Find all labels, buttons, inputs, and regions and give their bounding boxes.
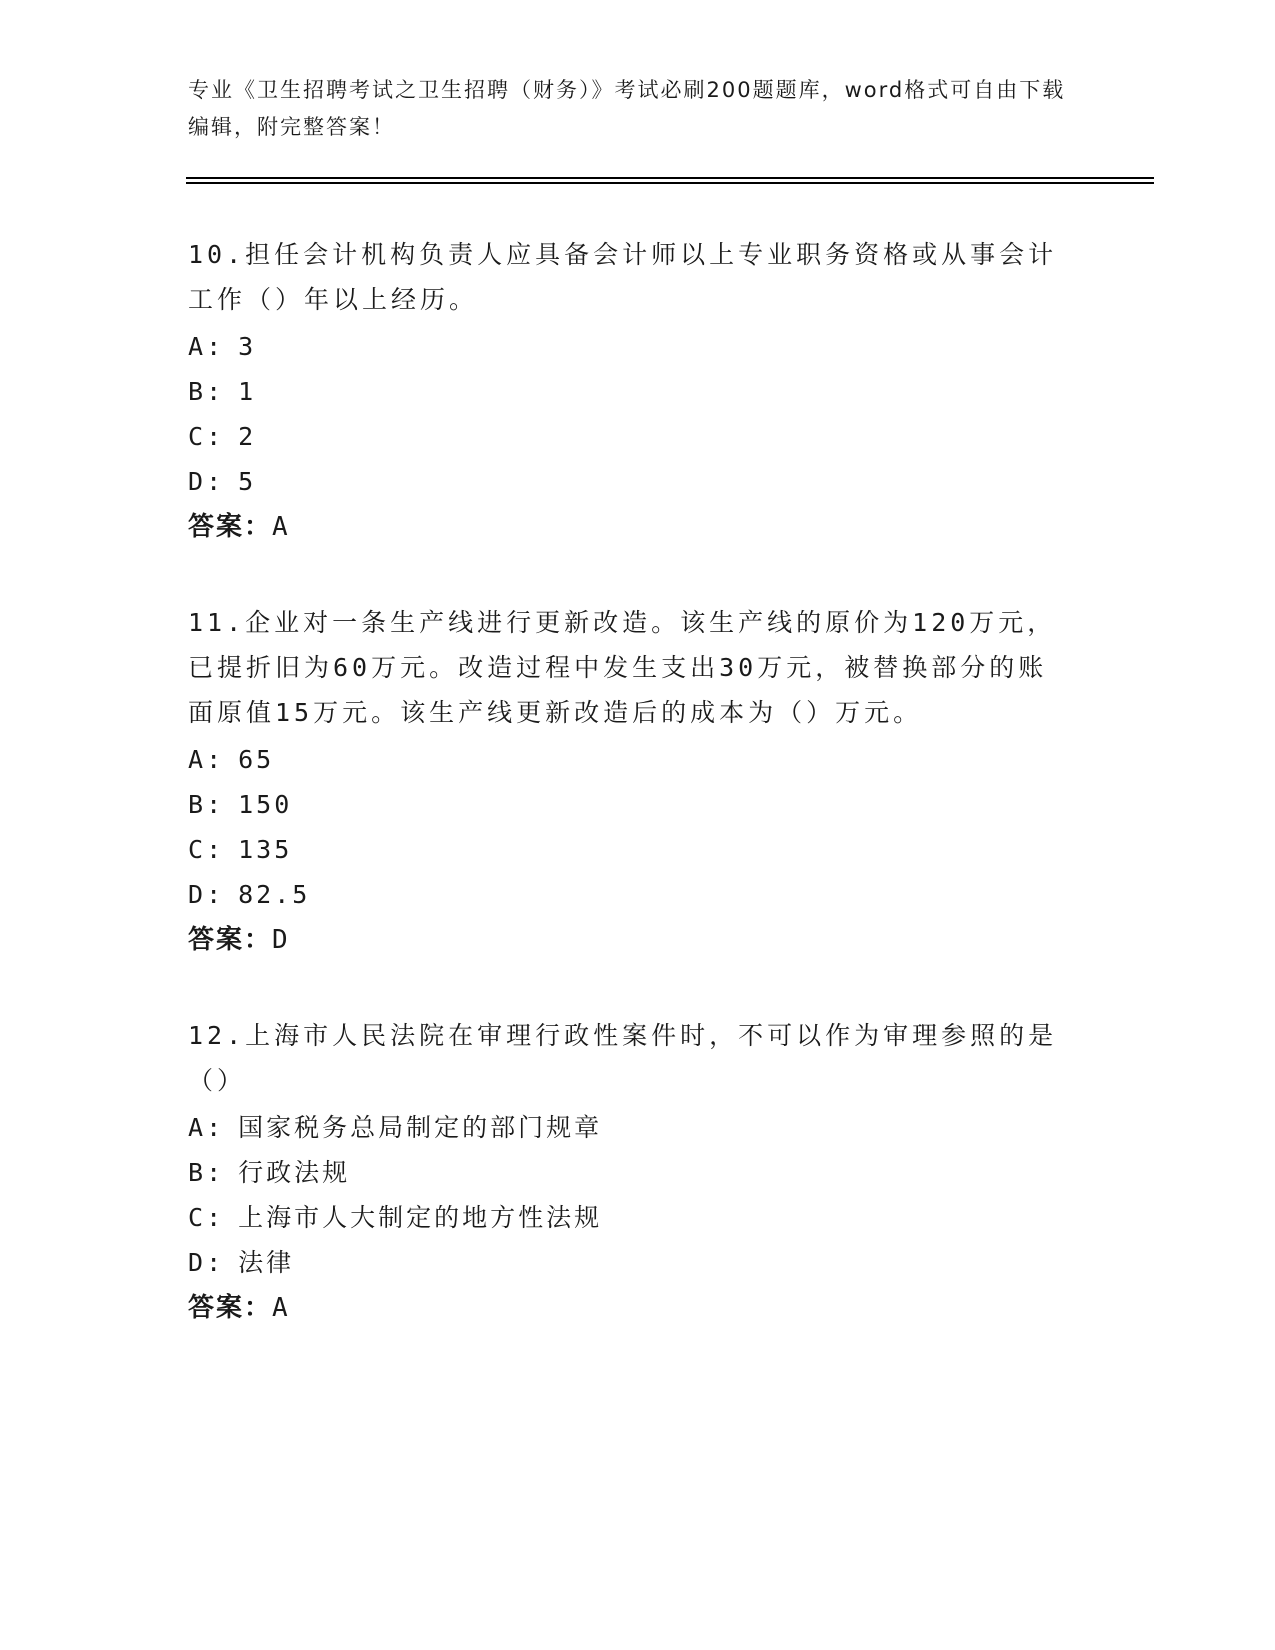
option-separator: : <box>206 1248 225 1277</box>
option-a <box>188 1105 1068 1150</box>
option-a <box>188 324 1068 369</box>
option-text: 135 <box>238 835 293 864</box>
option-text: 法律 <box>238 1248 295 1277</box>
option-text: 上海市人大制定的地方性法规 <box>238 1203 603 1232</box>
answer-value: D <box>272 925 290 955</box>
option-separator: : <box>206 377 225 406</box>
option-text: 国家税务总局制定的部门规章 <box>238 1113 603 1142</box>
answer-label: 答案： <box>188 1293 273 1323</box>
question-12 <box>188 1013 1068 1331</box>
option-letter: A <box>188 745 207 774</box>
option-separator: : <box>206 835 225 864</box>
option-letter: C <box>188 1203 207 1232</box>
option-letter: A <box>188 1113 207 1142</box>
option-text: 行政法规 <box>238 1158 351 1187</box>
header-rule-top <box>186 177 1154 179</box>
option-separator: : <box>206 422 225 451</box>
option-text: 82.5 <box>238 880 311 909</box>
question-stem: 10.担任会计机构负责人应具备会计师以上专业职务资格或从事会计工作（）年以上经历。 <box>188 240 1058 314</box>
option-letter: D <box>188 467 207 496</box>
document-header: 专业《卫生招聘考试之卫生招聘（财务）》考试必刷200题题库，word格式可自由下载编辑，附完整答案！ <box>188 78 1066 139</box>
option-text: 150 <box>238 790 293 819</box>
option-c <box>188 1195 1068 1240</box>
option-letter: B <box>188 377 207 406</box>
option-d <box>188 872 1068 917</box>
option-separator: : <box>206 1113 225 1142</box>
option-letter: A <box>188 332 207 361</box>
question-10 <box>188 232 1068 550</box>
answer-label: 答案： <box>188 925 273 955</box>
option-letter: C <box>188 835 207 864</box>
option-text: 3 <box>238 332 257 361</box>
option-separator: : <box>206 880 225 909</box>
option-letter: D <box>188 880 207 909</box>
option-separator: : <box>206 467 225 496</box>
option-text: 2 <box>238 422 257 451</box>
option-text: 5 <box>238 467 257 496</box>
option-d <box>188 459 1068 504</box>
question-list <box>188 232 1068 1381</box>
option-separator: : <box>206 745 225 774</box>
answer-value: A <box>272 1293 290 1323</box>
option-text: 65 <box>238 745 275 774</box>
option-c <box>188 414 1068 459</box>
option-separator: : <box>206 332 225 361</box>
option-b <box>188 782 1068 827</box>
question-stem: 12.上海市人民法院在审理行政性案件时，不可以作为审理参照的是（） <box>188 1021 1058 1095</box>
option-a <box>188 737 1068 782</box>
question-11 <box>188 600 1068 963</box>
option-b <box>188 1150 1068 1195</box>
question-stem: 11.企业对一条生产线进行更新改造。该生产线的原价为120万元，已提折旧为60万元。改造过程中发生支出30万元，被替换部分的账面原值15万元。该生产线更新改造后的成本为（）万元。 <box>188 608 1057 727</box>
answer-line <box>188 1285 1068 1331</box>
answer-value: A <box>272 512 290 542</box>
option-text: 1 <box>238 377 257 406</box>
option-separator: : <box>206 1158 225 1187</box>
option-letter: B <box>188 1158 207 1187</box>
option-b <box>188 369 1068 414</box>
option-letter: D <box>188 1248 207 1277</box>
option-separator: : <box>206 790 225 819</box>
option-c <box>188 827 1068 872</box>
option-letter: B <box>188 790 207 819</box>
answer-line <box>188 917 1068 963</box>
header-rule-bottom <box>186 182 1154 184</box>
answer-label: 答案： <box>188 512 273 542</box>
answer-line <box>188 504 1068 550</box>
option-separator: : <box>206 1203 225 1232</box>
option-d <box>188 1240 1068 1285</box>
option-letter: C <box>188 422 207 451</box>
